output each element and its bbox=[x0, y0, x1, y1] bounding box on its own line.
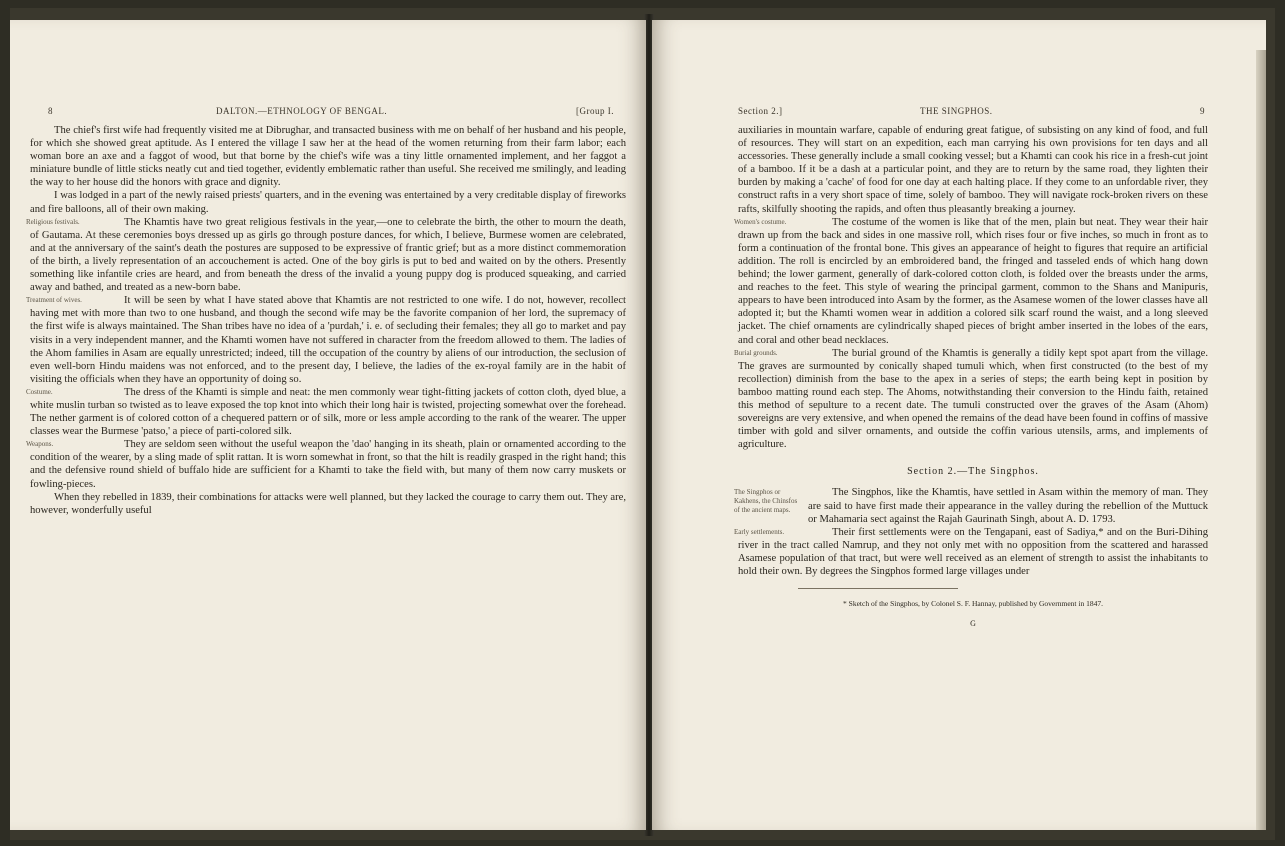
footnote-rule bbox=[798, 588, 958, 589]
paragraph: Early settlements. Their first settlements were on the Tengapani, east of Sadiya,* and on the Buri-Dihing river in the tract called Namrup, and they not only met with no opposition from the scattered and harassed Asamese population of that tract, but were well received as an element of strength to assist the inhabitants to hold their own. By degrees the Singphos formed large villages under bbox=[734, 526, 1208, 577]
paragraph: Treatment of wives. It will be seen by what I have stated above that Khamtis are not restricted to one wife. I do not, however, recollect having met with more than two to one husband, and though the second wife may be the favorite companion of her lord, the supremacy of the first wife is always maintained. The Shan tribes have no idea of a 'purdah,' i. e. of secluding their females; they all go to market and pay visits in a very independent manner, and the Khamti women have not suffered in character from the freedom allowed to them. The ladies of the Ahom families in Asam are equally unrestricted; indeed, till the occupation of the country by aliens of our introduction, the seclusion of even well-born Hindu maidens was not enforced, and to the present day, I believe, the ladies of the ex-royal family are in the habit of visiting the officials when they have an opportunity of doing so. bbox=[26, 295, 626, 385]
paragraph: auxiliaries in mountain warfare, capable of enduring great fatigue, of subsisting on any kind of food, and full of resources. They will start on an expedition, each man carrying his own provisions for ten days and all accessories. These generally include a small cooking vessel; but a Khamti can cook his rice in a fresh-cut joint of a bamboo. If it be a dash at a particular point, and they are to return by the same road, they lighten their burden by making a 'cache' of food for one day at each halting place. If they come to an unfordable river, they construct rafts in a very short space of time, solely of bamboo. They will navigate rock-broken rivers on these rafts, skilfully shooting the rapids, and often thus pleasantly breaking a journey. bbox=[738, 125, 1208, 215]
margin-note: Burial grounds. bbox=[734, 348, 778, 357]
paragraph: I was lodged in a part of the newly raised priests' quarters, and in the evening was entertained by a very creditable display of fireworks and fire balloons, all of their own making. bbox=[30, 190, 626, 215]
margin-note: Costume. bbox=[26, 387, 53, 396]
right-page-number: 9 bbox=[1200, 106, 1205, 116]
paragraph: Costume. The dress of the Khamti is simple and neat: the men commonly wear tight-fitting jackets of cotton cloth, dyed blue, a white muslin turban so twisted as to leave exposed the top knot into which their long hair is twisted, projecting somewhat over the forehead. The nether garment is of colored cotton of a chequered pattern or of silk, more or less ample according to the rank of the wearer. The upper classes wear the Burmese 'patso,' a piece of parti-colored silk. bbox=[26, 386, 626, 438]
paragraph: Burial grounds. The burial ground of the Khamtis is generally a tidily kept spot apart from the village. The graves are surmounted by conically shaped tumuli which, when first constructed (to the best of my recollection) diminish from the base to the apex in a series of steps; the earth being kept in position by bamboo matting round each step. The Ahoms, notwithstanding their conversion to the Hindu faith, retained this method of sepulture to a recent date. The tumuli constructed over the graves of the Asam (Ahom) sovereigns are very extensive, and when opened the remains of the dead have been found in coffins of massive timber with gold and silver ornaments, and outside the coffin various utensils, arms, and implements of agriculture. bbox=[734, 347, 1208, 451]
margin-note: Weapons. bbox=[26, 440, 54, 449]
margin-note: Early settlements. bbox=[734, 527, 785, 536]
paragraph: When they rebelled in 1839, their combinations for attacks were well planned, but they lacked the courage to carry them out. They are, however, wonderfully useful bbox=[30, 491, 626, 516]
left-page bbox=[10, 20, 646, 830]
margin-note: Women's costume. bbox=[734, 217, 787, 226]
signature-mark: G bbox=[970, 619, 976, 629]
left-group-label: [Group I. bbox=[576, 106, 614, 116]
footnote: * Sketch of the Singphos, by Colonel S. F. Hannay, published by Government in 1847. bbox=[843, 598, 1103, 608]
left-page-number: 8 bbox=[48, 106, 53, 116]
paragraph: The Singphos or Kakhens, the Chinsfos of the ancient maps. The Singphos, like the Khamtis, have settled in Asam within the memory of man. They are said to have first made their appearance in the valley during the rebellion of the Muttuck or Mahamaria sect against the Rajah Gaurinath Singh, about A. D. 1793. bbox=[734, 487, 1208, 525]
paragraph: Women's costume. The costume of the women is like that of the men, plain but neat. They wear their hair drawn up from the back and sides in one massive roll, which rises four or five inches, so much in front as to form a continuation of the frontal bone. This gives an appearance of height to figures that require an artificial addition. The roll is encircled by an embroidered band, the fringed and tasseled ends of which hang down behind; the lower garment, generally of dark-colored cotton cloth, is folded over the breasts under the arms, and reaches to the feet. This style of wearing the principal garment, common to the Shans and Manipuris, appears to have been introduced into Asam by the former, as the Asamese women of the lower classes have all adopted it; but the Khamti women wear in addition a colored silk scarf round the waist, and a long sleeved jacket. The chief ornaments are cylindrically shaped pieces of bright amber inserted in the lobes of the ears, and coral and other bead necklaces. bbox=[734, 216, 1208, 346]
right-running-title: THE SINGPHOS. bbox=[920, 106, 993, 116]
paragraph: The chief's first wife had frequently visited me at Dibrughar, and transacted business with me on behalf of her husband and his people, for which she showed great aptitude. As I entered the village I saw her at the head of the women returning from their farm labor; each woman bore an axe and a faggot of wood, but that borne by the chief's wife was a tiny little ornamented implement, and her faggot a miniature bundle of little sticks neatly cut and tied together, evidently emblematic rather than useful. She received me smilingly, and leading the way to her house did the honors with grace and dignity. bbox=[30, 125, 626, 189]
paragraph: Weapons. They are seldom seen without the useful weapon the 'dao' hanging in its sheath, plain or ornamented according to the condition of the wearer, by a sling made of split rattan. It is worn somewhat in front, so that the hilt is readily grasped in the right hand; this and the defensive round shield of buffalo hide are sufficient for a Khamti to take the field with, but many of them now carry muskets or fowling-pieces. bbox=[26, 439, 626, 490]
margin-note: Treatment of wives. bbox=[26, 296, 82, 305]
right-page bbox=[652, 20, 1266, 830]
right-page-body bbox=[734, 124, 1208, 638]
open-book bbox=[10, 8, 1275, 840]
margin-note: The Singphos or Kakhens, the Chinsfos of the ancient maps. bbox=[734, 488, 798, 515]
paragraph: Religious festivals. The Khamtis have two great religious festivals in the year,—one to celebrate the birth, the other to mourn the death, of Gautama. At these ceremonies boys dressed up as girls go through posture dances, for which, I believe, Burmese women are celebrated, and at the anniversary of the saint's death the postures are supposed to be expressive of frantic grief; but as a more distinct commemoration of the birth, a lively representation of an accouchement is acted. One of the boy girls is put to bed and waited on by the others. Presently something like infantile cries are heard, and from beneath the dress of the invalid a young puppy dog is produced squeaking, and carried away and bathed, and treated as a new-born babe. bbox=[26, 216, 626, 294]
left-page-body bbox=[26, 124, 626, 517]
margin-note: Religious festivals. bbox=[26, 217, 80, 226]
page-edge bbox=[1256, 50, 1266, 830]
section-title: Section 2.—The Singphos. bbox=[907, 466, 1039, 478]
right-section-label: Section 2.] bbox=[738, 106, 783, 116]
left-running-title: DALTON.—ETHNOLOGY OF BENGAL. bbox=[216, 106, 388, 116]
